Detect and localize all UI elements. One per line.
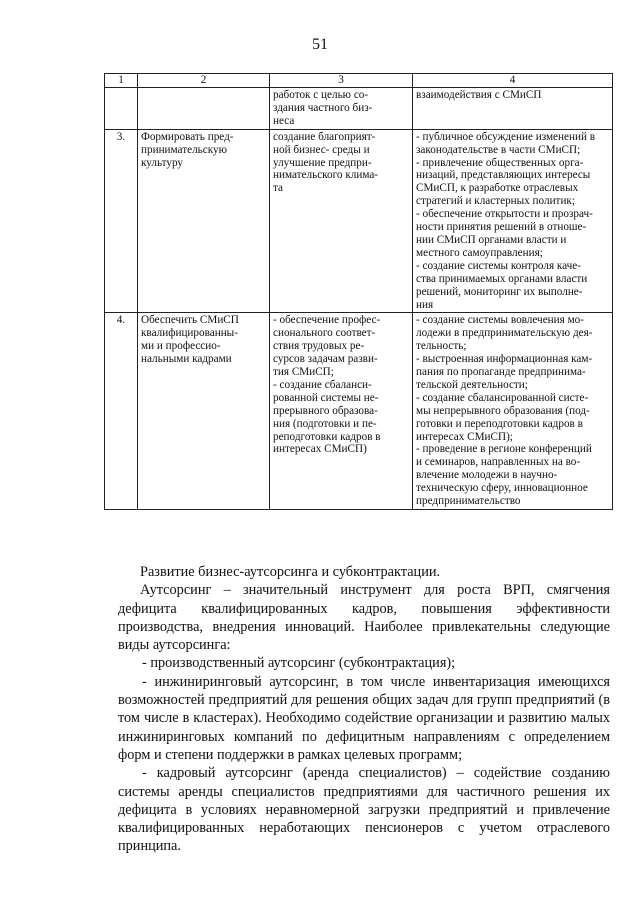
measures-cell [413,88,613,130]
cell-line: - публичное обсуждение изменений в [416,130,596,143]
goal-cell [138,88,270,130]
header-cell: 2 [138,74,270,88]
task-cell [270,129,413,313]
cell-line: прерывного образова- [273,404,378,417]
cell-line: сионального соответ- [273,327,376,340]
goal-cell [138,313,270,510]
table-row [105,313,613,510]
cell-line: культуру [141,156,184,169]
cell-line: решений, мониторинг их выполне- [416,285,583,298]
cell-line: - создание системы контроля каче- [416,259,581,272]
cell-line: пания по пропаганде предпринима- [416,366,586,379]
cell-line: сурсов задачам разви- [273,353,378,366]
section-heading: Развитие бизнес-аутсорсинга и субконтрактации. [140,564,441,580]
cell-line: интересах СМиСП) [273,443,367,456]
cell-line: создание благоприят- [273,130,376,143]
row-number-cell: 3. [105,129,138,313]
cell-line: ния (подготовки и пе- [273,417,377,430]
cell-line: Формировать пред- [141,130,234,143]
cell-line: Обеспечить СМиСП [141,314,239,327]
cell-line: - привлечение общественных орга- [416,156,584,169]
row-number-cell: 4. [105,313,138,510]
header-cell: 1 [105,74,138,88]
cell-line: принимательскую [141,143,227,156]
cell-line: реподготовки кадров в [273,430,381,443]
cell-line: нимательского клима- [273,169,379,182]
list-item: - кадровый аутсорсинг (аренда специалистов) – содействие созданию системы аренды специалистов предприятиями для частичного решения их дефицита в условиях неравномерной загрузки предприятий и привлечение квалифицированных неработающих пенсионеров с учетом отраслевого принципа. [118,765,610,855]
table-row [105,88,613,130]
cell-line: - проведение в регионе конференций [416,443,592,456]
list-item: - инжиниринговый аутсорсинг, в том числе инвентаризация имеющихся возможностей предприятий для решения общих задач для групп предприятий (в том числе в кластерах). Необходимо содействие организации и развитию малых инжиниринговых компаний по дефицитным направлениям с определением форм и степени поддержки в рамках целевых программ; [118,673,610,763]
table-row [105,129,613,313]
cell-line: влечение молодежи в научно- [416,469,558,482]
cell-line: здания частного биз- [273,101,373,114]
list-item: - производственный аутсорсинг (субконтрактация); [142,655,456,672]
cell-line: неса [273,114,295,127]
cell-line: низаций, представляющих интересы [416,169,591,182]
measures-cell [413,129,613,313]
cell-line: нальными кадрами [141,353,232,366]
cell-line: - создание сбалансированной систе- [416,391,589,404]
page-number: 51 [312,36,328,53]
cell-line: квалифицированны- [141,327,238,340]
cell-line: - обеспечение профес- [273,314,381,327]
cell-line: местного самоуправления; [416,246,543,259]
paragraph: Аутсорсинг – значительный инструмент для роста ВРП, смягчения дефицита квалифицированных кадров, повышения эффективности производства, внедрения инноваций. Наиболее привлекательны следующие виды аутсорсинга: [118,582,610,654]
cell-line: улучшение предпри- [273,156,372,169]
measures-cell [413,313,613,510]
header-cell: 3 [270,74,413,88]
cell-line: та [273,182,283,195]
cell-line: ной бизнес- среды и [273,143,370,156]
cell-line: нии СМиСП органами власти и [416,233,567,246]
cell-line: ности принятия решений в отноше- [416,221,587,234]
cell-line: ствия трудовых ре- [273,340,365,353]
cell-line: СМиСП, к разработке отраслевых [416,182,579,195]
cell-line: - выстроенная информационная кам- [416,353,593,366]
cell-line: лодежи в предпринимательскую дея- [416,327,593,340]
cell-line: работок с целью со- [273,89,369,101]
cell-line: тельность; [416,340,467,353]
cell-line: ния [416,298,434,311]
cell-line: законодательстве в части СМиСП; [416,143,581,156]
row-number-cell [105,88,138,130]
cell-line: интересах СМиСП); [416,430,513,443]
cell-line: тельской деятельности; [416,378,528,391]
cell-line: - создание сбаланси- [273,378,372,391]
cell-line: - создание системы вовлечения мо- [416,314,584,327]
cell-line: взаимодействия с СМиСП [416,89,542,101]
cell-line: предпринимательство [416,495,521,508]
table-header-row [105,74,613,88]
cell-line: - обеспечение открытости и прозрач- [416,208,593,221]
cell-line: мы непрерывного образования (под- [416,404,590,417]
cell-line: готовки и переподготовки кадров в [416,417,583,430]
cell-line: и семинаров, направленных на во- [416,456,581,469]
cell-line: стратегий и кластерных политик; [416,195,575,208]
cell-line: техническую сферу, инновационное [416,482,588,495]
task-cell [270,88,413,130]
goal-cell [138,129,270,313]
cell-line: ства принимаемых органами власти [416,272,588,285]
cell-line: тия СМиСП; [273,366,334,379]
measures-table [104,73,613,510]
body-text [118,563,610,856]
cell-line: рованной системы не- [273,391,379,404]
task-cell [270,313,413,510]
header-cell: 4 [413,74,613,88]
cell-line: ми и профессио- [141,340,221,353]
